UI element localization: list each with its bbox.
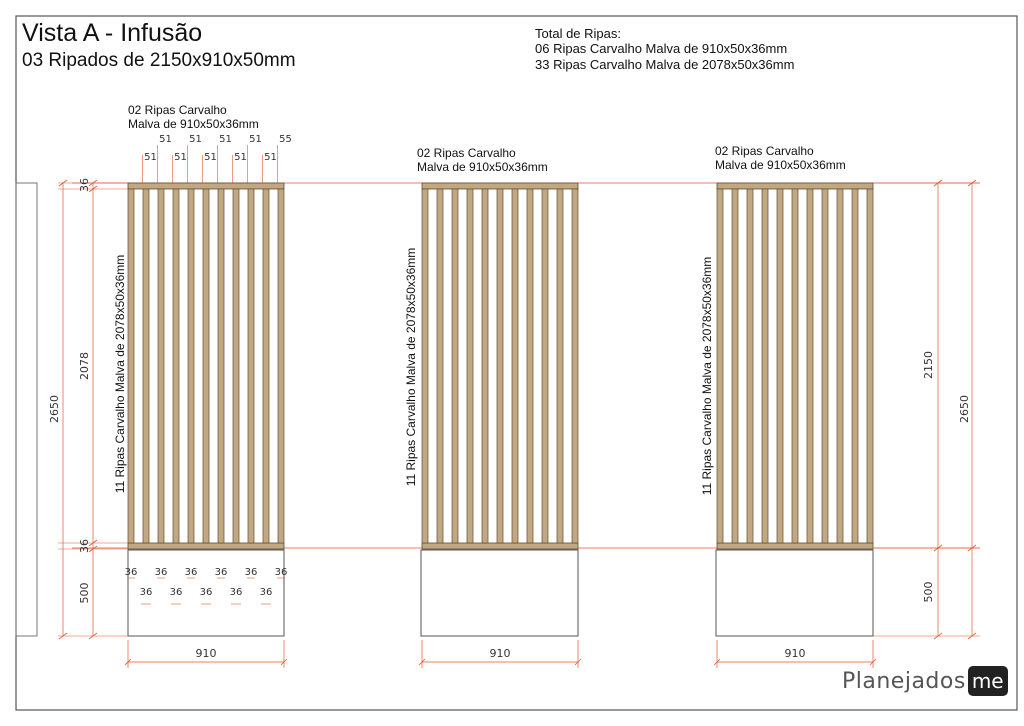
panel2-slat	[512, 189, 518, 543]
panel1-gap-dim-lower: 51	[264, 152, 277, 163]
panel1-slat-dim-upper: 36	[214, 567, 228, 578]
panel1-gap-dim-upper: 51	[159, 134, 172, 145]
panel3-slat	[792, 189, 798, 543]
left-base-value: 500	[78, 582, 91, 604]
panel1-slat	[263, 189, 269, 543]
panel3-slat	[732, 189, 738, 543]
panel3-slat	[822, 189, 828, 543]
panel2-slat	[467, 189, 473, 543]
panel3-rail-label-2: Malva de 910x50x36mm	[715, 158, 846, 172]
panel1-slat	[128, 189, 134, 543]
panel1-slat	[173, 189, 179, 543]
panel1-slat	[203, 189, 209, 543]
panel1-gap-dim-upper: 51	[249, 134, 262, 145]
left-top-rail-value: 36	[78, 178, 91, 192]
panel3-slat	[867, 189, 873, 543]
panel3-slat	[762, 189, 768, 543]
panel1-gap-dim-lower: 51	[174, 152, 187, 163]
panel3-bottom-rail	[717, 543, 873, 549]
panel3-rail-label-1: 02 Ripas Carvalho	[715, 144, 814, 158]
drawing-subtitle: 03 Ripados de 2150x910x50mm	[22, 50, 296, 71]
panel1-gap-dim-lower: 51	[144, 152, 157, 163]
panel1-slat-label: 11 Ripas Carvalho Malva de 2078x50x36mm	[113, 254, 127, 494]
panel2-slat-label: 11 Ripas Carvalho Malva de 2078x50x36mm	[404, 247, 418, 487]
panel1-slat-dim-lower: 36	[199, 587, 213, 598]
panel2-slat	[437, 189, 443, 543]
panel3-slat	[837, 189, 843, 543]
panel2-slat	[452, 189, 458, 543]
panel3-slat	[852, 189, 858, 543]
panel1-gap-dim-upper: 55	[279, 134, 292, 145]
wall-outline	[16, 183, 37, 636]
panel1-gap-dim-lower: 51	[204, 152, 217, 163]
panel1-width-value: 910	[195, 647, 217, 660]
panel3-base	[716, 550, 873, 636]
logo-badge: me	[968, 666, 1008, 696]
panel2-slat	[422, 189, 428, 543]
panel1-slat	[248, 189, 254, 543]
panel2-base	[421, 550, 578, 636]
panel1-slat	[218, 189, 224, 543]
panel1-slat	[188, 189, 194, 543]
panel3-slat	[717, 189, 723, 543]
panel3-slat	[777, 189, 783, 543]
panel1-gap-dim-upper: 51	[219, 134, 232, 145]
panel1-slat-dim-upper: 36	[244, 567, 258, 578]
panel2-slat	[542, 189, 548, 543]
panel2-top-rail	[422, 183, 578, 189]
panel1-slat	[143, 189, 149, 543]
panel1-slat	[233, 189, 239, 543]
panel3-slat	[807, 189, 813, 543]
right-base-value: 500	[922, 581, 935, 603]
panel1-slat-dim-upper: 36	[184, 567, 198, 578]
panel2-slat	[557, 189, 563, 543]
panel1-slat-dim-upper: 36	[124, 567, 138, 578]
logo-text: Planejados	[842, 668, 966, 694]
panel2-width-value: 910	[489, 647, 511, 660]
right-total-height-value: 2650	[958, 395, 971, 423]
panel1-gap-dim-upper: 51	[189, 134, 202, 145]
right-panel-height-value: 2150	[922, 351, 935, 379]
left-bottom-rail-value: 36	[78, 539, 91, 553]
totals-heading: Total de Ripas:	[535, 26, 621, 41]
panel2-bottom-rail	[422, 543, 578, 549]
panel2-slat	[572, 189, 578, 543]
panel1-slat-dim-lower: 36	[259, 587, 273, 598]
panel2-rail-label-1: 02 Ripas Carvalho	[417, 146, 516, 160]
panel1-rail-label-2: Malva de 910x50x36mm	[128, 117, 259, 131]
panel1-slat	[278, 189, 284, 543]
panel3-top-rail	[717, 183, 873, 189]
panel3-slat-label: 11 Ripas Carvalho Malva de 2078x50x36mm	[700, 256, 714, 496]
panel3-width-value: 910	[784, 647, 806, 660]
panel2-rail-label-2: Malva de 910x50x36mm	[417, 160, 548, 174]
panel2-slat	[482, 189, 488, 543]
panel1-slat-dim-lower: 36	[139, 587, 153, 598]
panel1-slat-dim-upper: 36	[154, 567, 168, 578]
panel1-top-rail	[128, 183, 284, 189]
panel1-gap-dim-lower: 51	[234, 152, 247, 163]
panel1-slat-dim-lower: 36	[169, 587, 183, 598]
left-total-height-value: 2650	[48, 395, 61, 423]
panel1-bottom-rail	[128, 543, 284, 549]
panel2-slat	[497, 189, 503, 543]
totals-line-short: 06 Ripas Carvalho Malva de 910x50x36mm	[535, 41, 788, 56]
panel1-slat-dim-lower: 36	[229, 587, 243, 598]
panel1-slat	[158, 189, 164, 543]
totals-line-long: 33 Ripas Carvalho Malva de 2078x50x36mm	[535, 57, 795, 72]
panel1-rail-label-1: 02 Ripas Carvalho	[128, 103, 227, 117]
planejados-logo	[842, 666, 1008, 696]
panel3-slat	[747, 189, 753, 543]
drawing-title: Vista A - Infusão	[22, 19, 203, 47]
panel2-slat	[527, 189, 533, 543]
left-slat-height-value: 2078	[78, 352, 91, 380]
panel1-slat-dim-upper: 36	[274, 567, 288, 578]
